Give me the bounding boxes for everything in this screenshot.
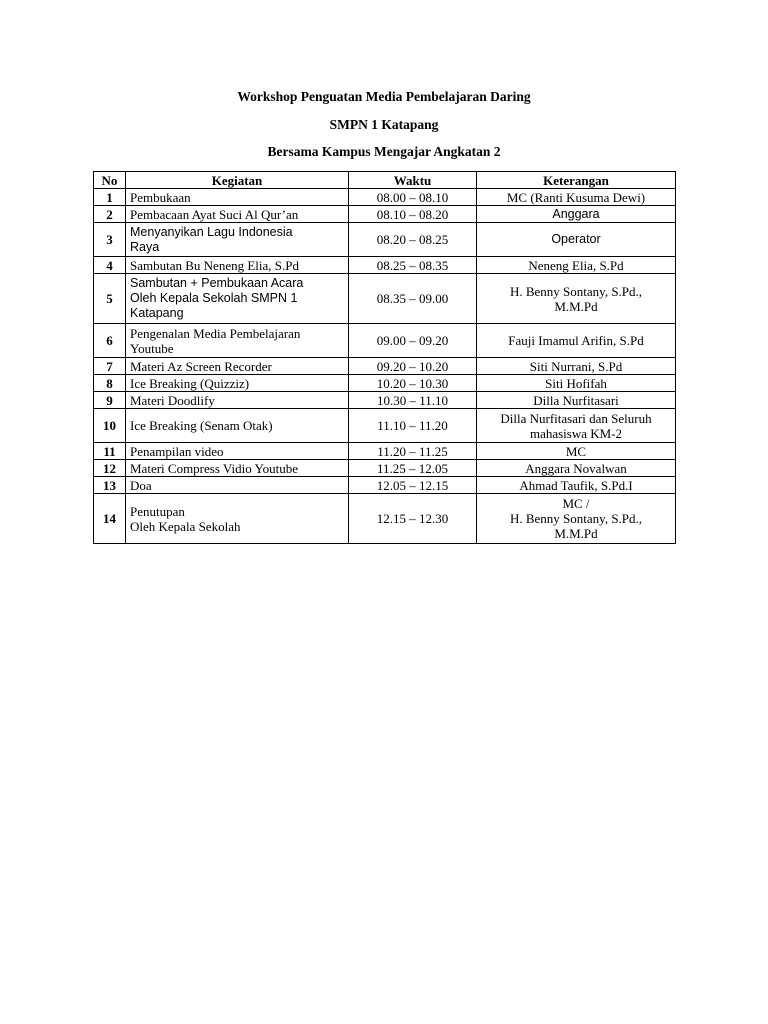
cell-no: 9: [94, 392, 126, 409]
cell-keterangan: MC (Ranti Kusuma Dewi): [477, 189, 676, 206]
cell-no: 2: [94, 206, 126, 223]
table-row: [94, 274, 676, 324]
cell-no: 11: [94, 443, 126, 460]
cell-no: 13: [94, 477, 126, 494]
cell-no: 12: [94, 460, 126, 477]
table-row: [94, 358, 676, 375]
cell-waktu: 11.10 – 11.20: [349, 409, 477, 443]
document-subtitle-school: SMPN 1 Katapang: [329, 117, 439, 132]
cell-kegiatan: Ice Breaking (Senam Otak): [126, 409, 349, 443]
table-row: [94, 477, 676, 494]
table-row: [94, 206, 676, 223]
cell-no: 10: [94, 409, 126, 443]
table-row: [94, 460, 676, 477]
cell-waktu: 12.15 – 12.30: [349, 494, 477, 544]
cell-keterangan: MC / H. Benny Sontany, S.Pd., M.M.Pd: [477, 494, 676, 544]
cell-kegiatan: Pengenalan Media Pembelajaran Youtube: [126, 324, 349, 358]
cell-waktu: 08.00 – 08.10: [349, 189, 477, 206]
column-header-kegiatan: Kegiatan: [126, 172, 349, 189]
cell-keterangan: Anggara Novalwan: [477, 460, 676, 477]
table-row: [94, 443, 676, 460]
cell-waktu: 08.10 – 08.20: [349, 206, 477, 223]
cell-keterangan: Dilla Nurfitasari: [477, 392, 676, 409]
schedule-table: [93, 171, 676, 544]
cell-keterangan: Anggara: [477, 206, 676, 223]
cell-keterangan: Siti Hofifah: [477, 375, 676, 392]
cell-kegiatan: Materi Doodlify: [126, 392, 349, 409]
document-subtitle-program: Bersama Kampus Mengajar Angkatan 2: [267, 144, 501, 159]
cell-waktu: 08.35 – 09.00: [349, 274, 477, 324]
cell-kegiatan: Penutupan Oleh Kepala Sekolah: [126, 494, 349, 544]
cell-kegiatan: Materi Compress Vidio Youtube: [126, 460, 349, 477]
cell-keterangan: Dilla Nurfitasari dan Seluruh mahasiswa KM-2: [477, 409, 676, 443]
cell-no: 3: [94, 223, 126, 257]
table-row: [94, 375, 676, 392]
cell-kegiatan: Doa: [126, 477, 349, 494]
document-title: Workshop Penguatan Media Pembelajaran Daring: [237, 89, 531, 104]
cell-waktu: 11.25 – 12.05: [349, 460, 477, 477]
cell-waktu: 10.20 – 10.30: [349, 375, 477, 392]
cell-waktu: 08.20 – 08.25: [349, 223, 477, 257]
cell-keterangan: Siti Nurrani, S.Pd: [477, 358, 676, 375]
table-row: [94, 189, 676, 206]
cell-kegiatan: Ice Breaking (Quizziz): [126, 375, 349, 392]
cell-no: 6: [94, 324, 126, 358]
table-row: [94, 257, 676, 274]
table-row: [94, 324, 676, 358]
cell-waktu: 09.00 – 09.20: [349, 324, 477, 358]
cell-kegiatan: Materi Az Screen Recorder: [126, 358, 349, 375]
cell-no: 1: [94, 189, 126, 206]
table-row: [94, 223, 676, 257]
cell-kegiatan: Penampilan video: [126, 443, 349, 460]
cell-kegiatan: Pembacaan Ayat Suci Al Qur’an: [126, 206, 349, 223]
cell-waktu: 10.30 – 11.10: [349, 392, 477, 409]
column-header-keterangan: Keterangan: [477, 172, 676, 189]
cell-kegiatan: Sambutan + Pembukaan Acara Oleh Kepala Sekolah SMPN 1 Katapang: [126, 274, 349, 324]
cell-waktu: 11.20 – 11.25: [349, 443, 477, 460]
table-header-row: [94, 172, 676, 189]
cell-waktu: 08.25 – 08.35: [349, 257, 477, 274]
cell-waktu: 12.05 – 12.15: [349, 477, 477, 494]
cell-no: 4: [94, 257, 126, 274]
column-header-waktu: Waktu: [349, 172, 477, 189]
cell-waktu: 09.20 – 10.20: [349, 358, 477, 375]
table-row: [94, 392, 676, 409]
table-row: [94, 494, 676, 544]
cell-no: 14: [94, 494, 126, 544]
cell-no: 8: [94, 375, 126, 392]
cell-kegiatan: Sambutan Bu Neneng Elia, S.Pd: [126, 257, 349, 274]
cell-keterangan: Ahmad Taufik, S.Pd.I: [477, 477, 676, 494]
cell-keterangan: H. Benny Sontany, S.Pd., M.M.Pd: [477, 274, 676, 324]
cell-no: 7: [94, 358, 126, 375]
table-row: [94, 409, 676, 443]
cell-keterangan: Neneng Elia, S.Pd: [477, 257, 676, 274]
cell-no: 5: [94, 274, 126, 324]
cell-keterangan: Operator: [477, 223, 676, 257]
cell-kegiatan: Pembukaan: [126, 189, 349, 206]
cell-keterangan: Fauji Imamul Arifin, S.Pd: [477, 324, 676, 358]
cell-keterangan: MC: [477, 443, 676, 460]
cell-kegiatan: Menyanyikan Lagu Indonesia Raya: [126, 223, 349, 257]
column-header-no: No: [94, 172, 126, 189]
